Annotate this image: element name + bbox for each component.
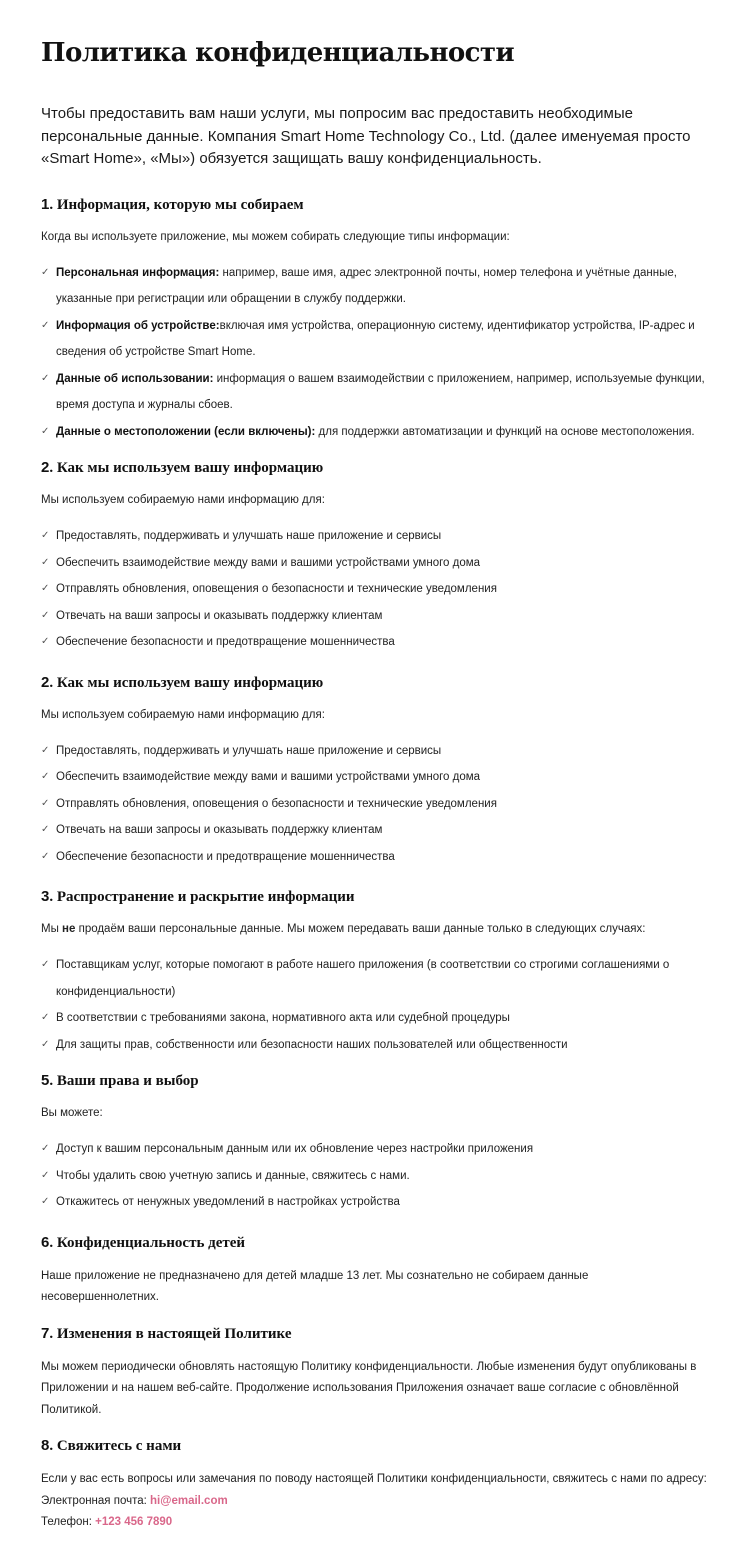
phone-link[interactable]: +123 456 7890 <box>95 1516 173 1528</box>
list-item: ✓ Данные об использовании: информация о вашем взаимодействии с приложением, например, используемые функции, время доступа и журналы сбоев. <box>41 366 709 419</box>
list-item: ✓ Откажитесь от ненужных уведомлений в настройках устройства <box>41 1189 709 1216</box>
list-item: ✓ Отправлять обновления, оповещения о безопасности и технические уведомления <box>41 576 709 603</box>
section-lead: Мы используем собираемую нами информацию для: <box>41 494 325 506</box>
section-changes <box>41 1323 709 1422</box>
list-item: ✓ В соответствии с требованиями закона, нормативного акта или судебной процедуры <box>41 1005 709 1032</box>
check-icon: ✓ <box>41 1012 50 1023</box>
check-icon: ✓ <box>41 771 50 782</box>
section-rights <box>41 1070 709 1216</box>
section-lead: Вы можете: <box>41 1107 103 1119</box>
list-item: ✓ Отвечать на ваши запросы и оказывать поддержку клиентам <box>41 603 709 630</box>
check-icon: ✓ <box>41 850 50 862</box>
contact-intro: Если у вас есть вопросы или замечания по поводу настоящей Политики конфиденциальности, свяжитесь с нами по адресу: <box>41 1473 707 1485</box>
section-contact <box>41 1435 709 1534</box>
check-list <box>41 523 709 656</box>
check-icon: ✓ <box>41 824 50 835</box>
list-item: ✓ Данные о местоположении (если включены): для поддержки автоматизации и функций на основе местоположения. <box>41 419 709 446</box>
section-heading: 3. Распространение и раскрытие информации <box>41 888 355 905</box>
check-icon: ✓ <box>41 530 50 541</box>
list-item: ✓ Доступ к вашим персональным данным или их обновление через настройки приложения <box>41 1136 709 1163</box>
section-sharing <box>41 886 709 1058</box>
check-icon: ✓ <box>41 1038 50 1050</box>
check-icon: ✓ <box>41 1143 50 1154</box>
check-icon: ✓ <box>41 556 50 568</box>
list-item: ✓ Отвечать на ваши запросы и оказывать поддержку клиентам <box>41 817 709 844</box>
check-icon: ✓ <box>41 266 50 278</box>
section-lead: Мы используем собираемую нами информацию для: <box>41 708 325 721</box>
contact-phone-line: Телефон: +123 456 7890 <box>41 1516 173 1528</box>
page-title: Политика конфиденциальности <box>41 38 515 68</box>
check-list <box>41 952 709 1058</box>
check-list <box>41 1136 709 1216</box>
check-icon: ✓ <box>41 636 50 647</box>
section-body: Мы можем периодически обновлять настоящую Политику конфиденциальности. Любые изменения будут опубликованы в Приложении и на нашем веб-сайте. Продолжение использования Приложения означает ваше согласие с обновлённой Политикой. <box>41 1360 697 1416</box>
check-icon: ✓ <box>41 425 50 437</box>
check-icon: ✓ <box>41 744 50 756</box>
list-item: ✓ Отправлять обновления, оповещения о безопасности и технические уведомления <box>41 791 709 818</box>
section-heading: 1. Информация, которую мы собираем <box>41 195 304 213</box>
check-icon: ✓ <box>41 797 50 809</box>
section-heading: 2. Как мы используем вашу информацию <box>41 673 324 691</box>
list-item: ✓ Информация об устройстве:включая имя устройства, операционную систему, идентификатор устройства, IP-адрес и сведения об устройстве Smart Home. <box>41 313 709 366</box>
list-item: ✓ Для защиты прав, собственности или безопасности наших пользователей или общественности <box>41 1032 709 1059</box>
check-icon: ✓ <box>41 1169 50 1181</box>
list-item: ✓ Предоставлять, поддерживать и улучшать наше приложение и сервисы <box>41 523 709 550</box>
check-icon: ✓ <box>41 609 50 621</box>
check-list <box>41 738 709 871</box>
check-icon: ✓ <box>41 1196 50 1207</box>
list-item: ✓ Персональная информация: например, ваше имя, адрес электронной почты, номер телефона и учётные данные, указанные при регистрации или обращении в службу поддержки. <box>41 260 709 313</box>
section-heading: 7. Изменения в настоящей Политике <box>41 1324 292 1342</box>
section-lead: Когда вы используете приложение, мы можем собирать следующие типы информации: <box>41 230 510 243</box>
section-how-we-use <box>41 457 709 656</box>
intro-paragraph: Чтобы предоставить вам наши услуги, мы попросим вас предоставить необходимые персональные данные. Компания Smart Home Technology Co., Ltd. (далее именуемая просто «Smart Home», «Мы») обязуется защищать вашу конфиденциальность. <box>41 105 691 167</box>
section-heading: 6. Конфиденциальность детей <box>41 1233 246 1251</box>
section-heading: 5. Ваши права и выбор <box>41 1072 199 1089</box>
check-icon: ✓ <box>41 583 50 594</box>
check-icon: ✓ <box>41 372 50 384</box>
list-item: ✓ Обеспечить взаимодействие между вами и вашими устройствами умного дома <box>41 550 709 577</box>
section-children <box>41 1232 709 1309</box>
check-icon: ✓ <box>41 959 50 970</box>
list-item: ✓ Обеспечить взаимодействие между вами и вашими устройствами умного дома <box>41 764 709 791</box>
email-link[interactable]: hi@email.com <box>150 1494 228 1507</box>
section-info-collected <box>41 194 709 446</box>
list-item: ✓ Обеспечение безопасности и предотвращение мошенничества <box>41 844 709 871</box>
section-heading: 2. Как мы используем вашу информацию <box>41 459 324 476</box>
list-item: ✓ Предоставлять, поддерживать и улучшать наше приложение и сервисы <box>41 738 709 765</box>
list-item: ✓ Чтобы удалить свою учетную запись и данные, свяжитесь с нами. <box>41 1163 709 1190</box>
contact-email-line: Электронная почта: hi@email.com <box>41 1494 228 1507</box>
section-body: Наше приложение не предназначено для детей младше 13 лет. Мы сознательно не собираем данные несовершеннолетних. <box>41 1269 589 1303</box>
check-icon: ✓ <box>41 319 50 331</box>
section-lead: Мы не продаём ваши персональные данные. Мы можем передавать ваши данные только в следующих случаях: <box>41 923 646 935</box>
list-item: ✓ Обеспечение безопасности и предотвращение мошенничества <box>41 629 709 656</box>
section-how-we-use-duplicate <box>41 672 709 871</box>
section-heading: 8. Свяжитесь с нами <box>41 1437 182 1454</box>
list-item: ✓ Поставщикам услуг, которые помогают в работе нашего приложения (в соответствии со строгими соглашениями о конфиденциальности) <box>41 952 709 1005</box>
check-list <box>41 260 709 446</box>
